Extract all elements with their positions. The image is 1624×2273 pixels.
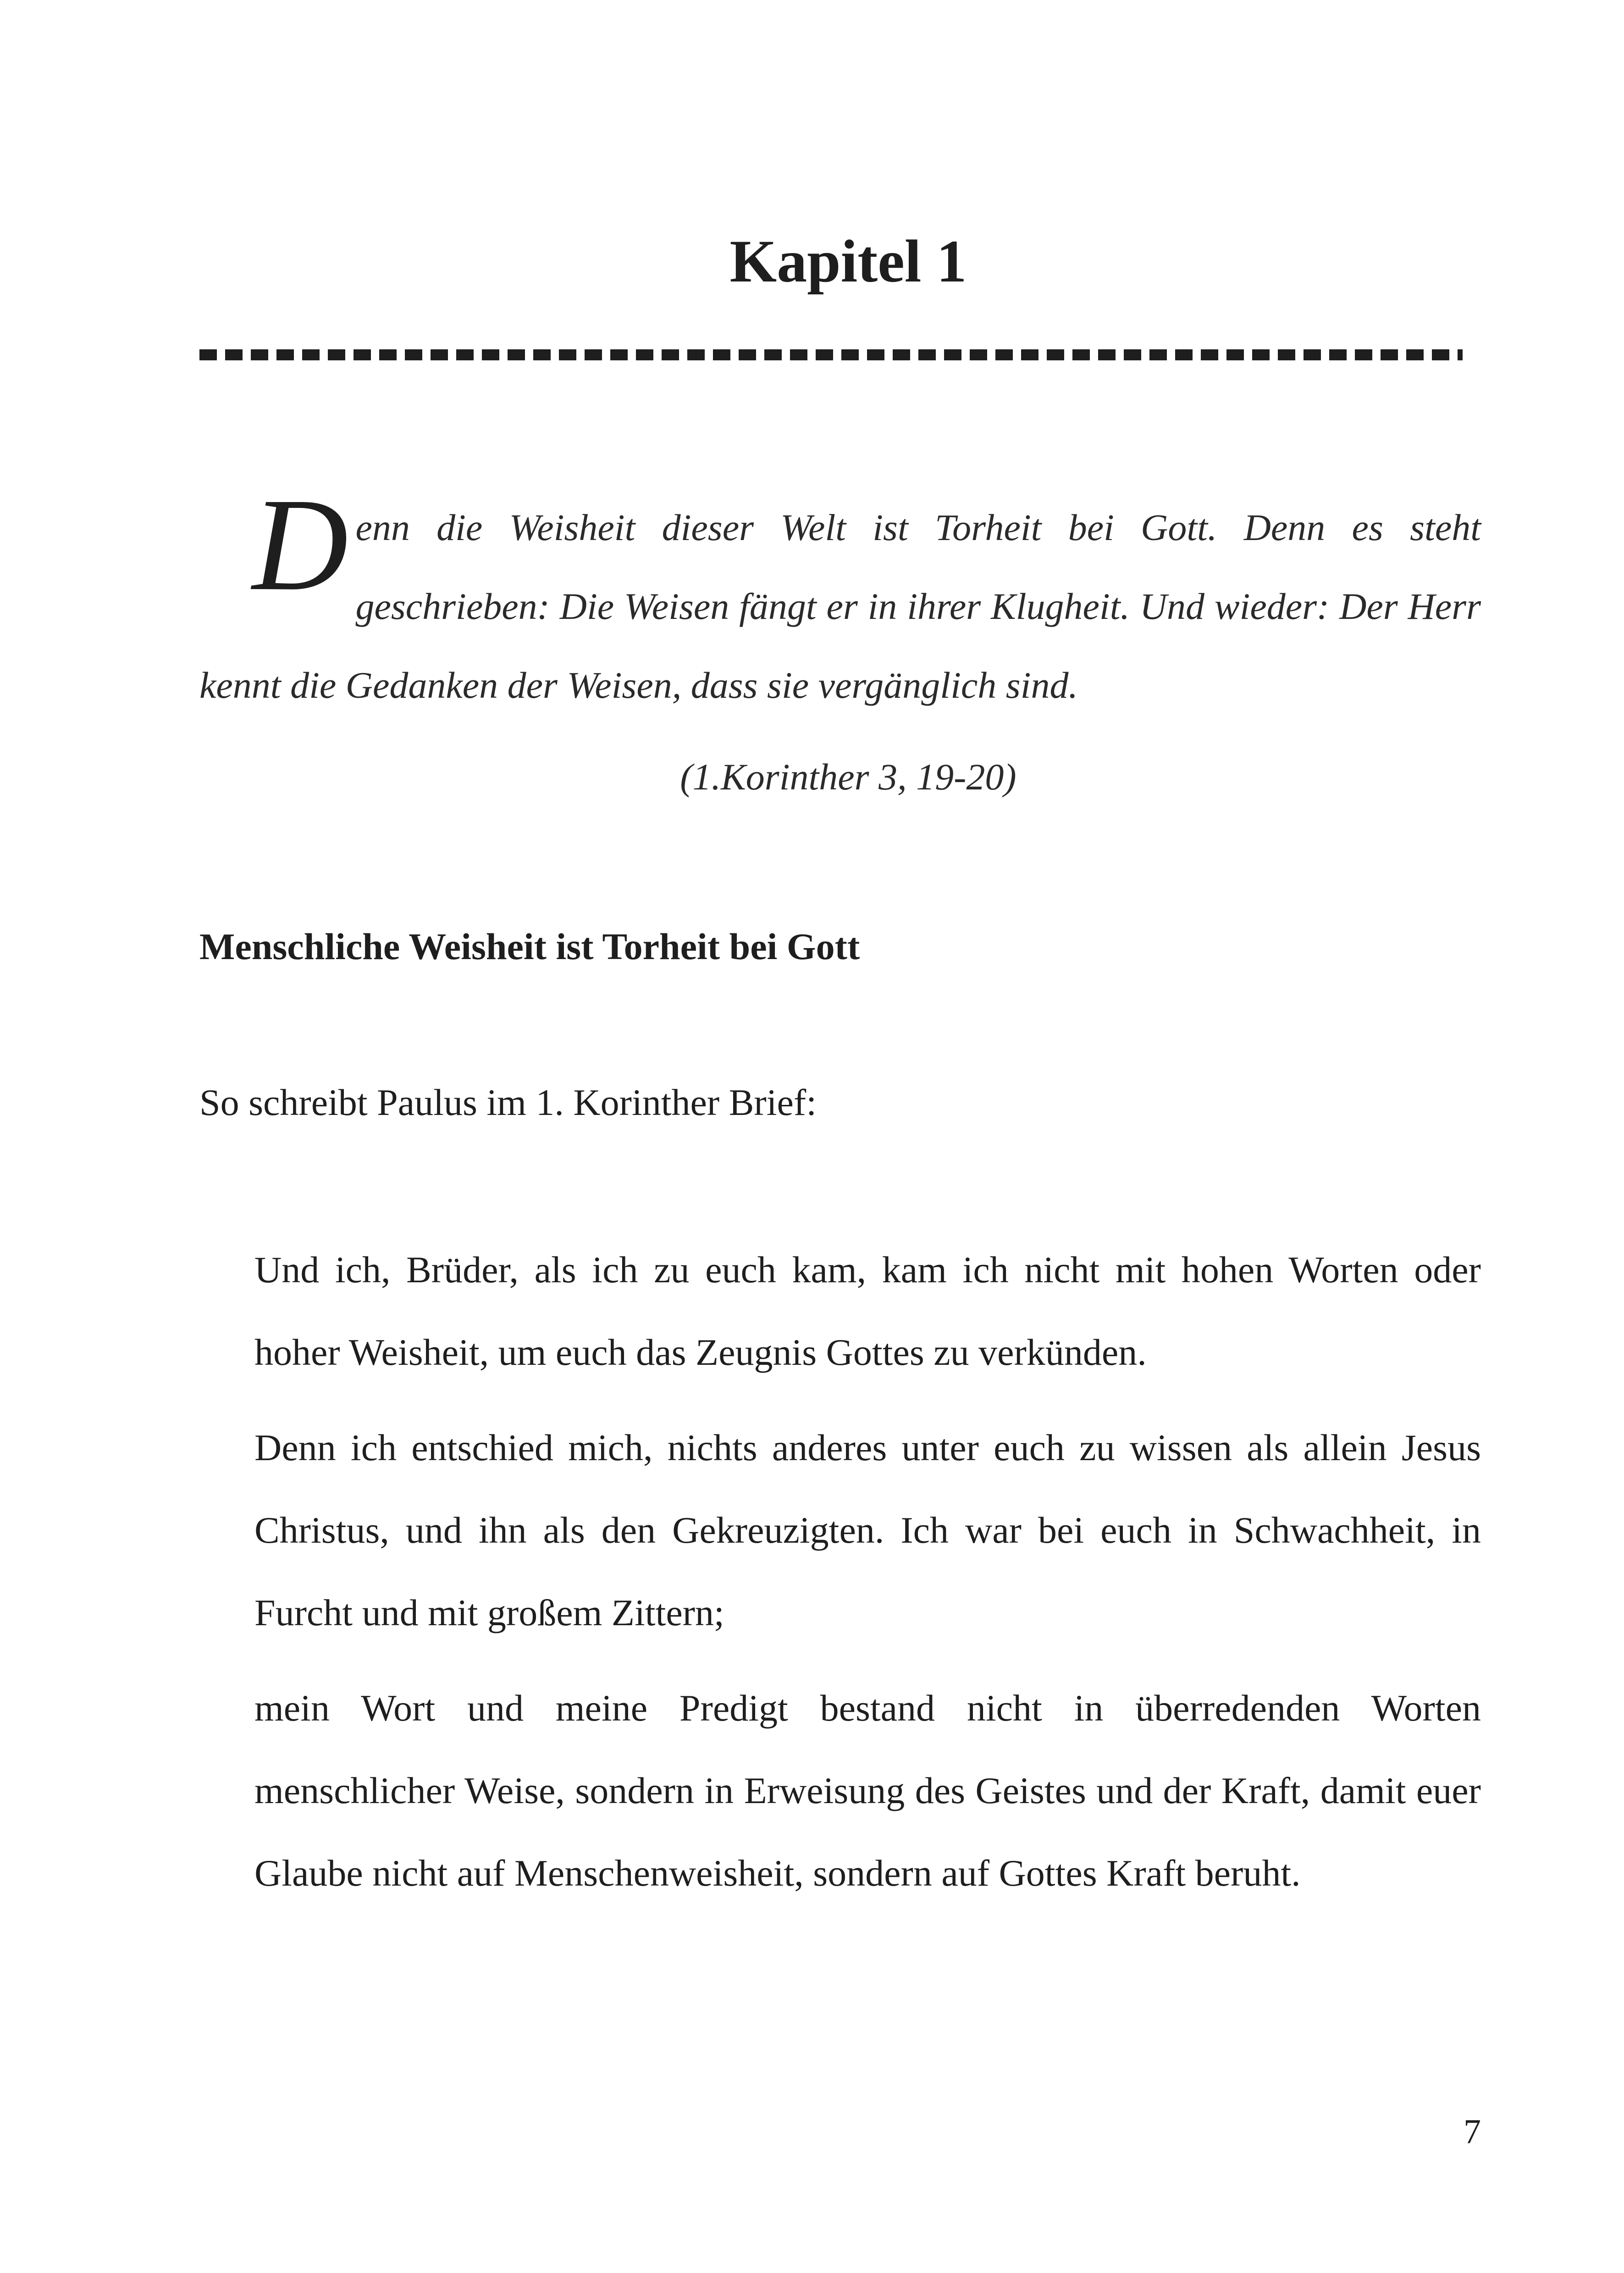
section-heading: Menschliche Weisheit ist Torheit bei Gott: [199, 926, 860, 967]
epigraph-text: enn die Weisheit dieser Welt ist Torheit bei Gott. Denn es steht geschrieben: Die Weisen fängt er in ihrer Klugheit. Und wieder: Der Herr kennt die Gedanken der Weisen, dass sie vergänglich sind.: [199, 507, 1481, 706]
epigraph-citation: (1.Korinther 3, 19-20): [680, 756, 1016, 798]
quote-paragraph-1: Und ich, Brüder, als ich zu euch kam, kam ich nicht mit hohen Worten oder hoher Weisheit, um euch das Zeugnis Gottes zu verkünden.: [254, 1249, 1481, 1373]
quote-paragraph-2: Denn ich entschied mich, nichts anderes unter euch zu wissen als allein Jesus Christus, und ihn als den Gekreuzigten. Ich war bei euch in Schwachheit, in Furcht und mit großem Zittern;: [254, 1427, 1481, 1633]
quote-paragraph-3: mein Wort und meine Predigt bestand nicht in überredenden Worten menschlicher Weise, sondern in Erweisung des Geistes und der Kraft, damit euer Glaube nicht auf Menschenweisheit, sondern auf Gottes Kraft beruht.: [254, 1687, 1481, 1894]
epigraph-dropcap: D: [252, 471, 348, 618]
section-intro: So schreibt Paulus im 1. Korinther Brief:: [199, 1081, 817, 1123]
chapter-title: Kapitel 1: [729, 227, 967, 295]
bible-quote-block: [254, 1229, 1481, 1927]
page-number: 7: [1464, 2113, 1481, 2151]
epigraph: [199, 471, 1481, 725]
chapter-divider: [199, 349, 1463, 360]
